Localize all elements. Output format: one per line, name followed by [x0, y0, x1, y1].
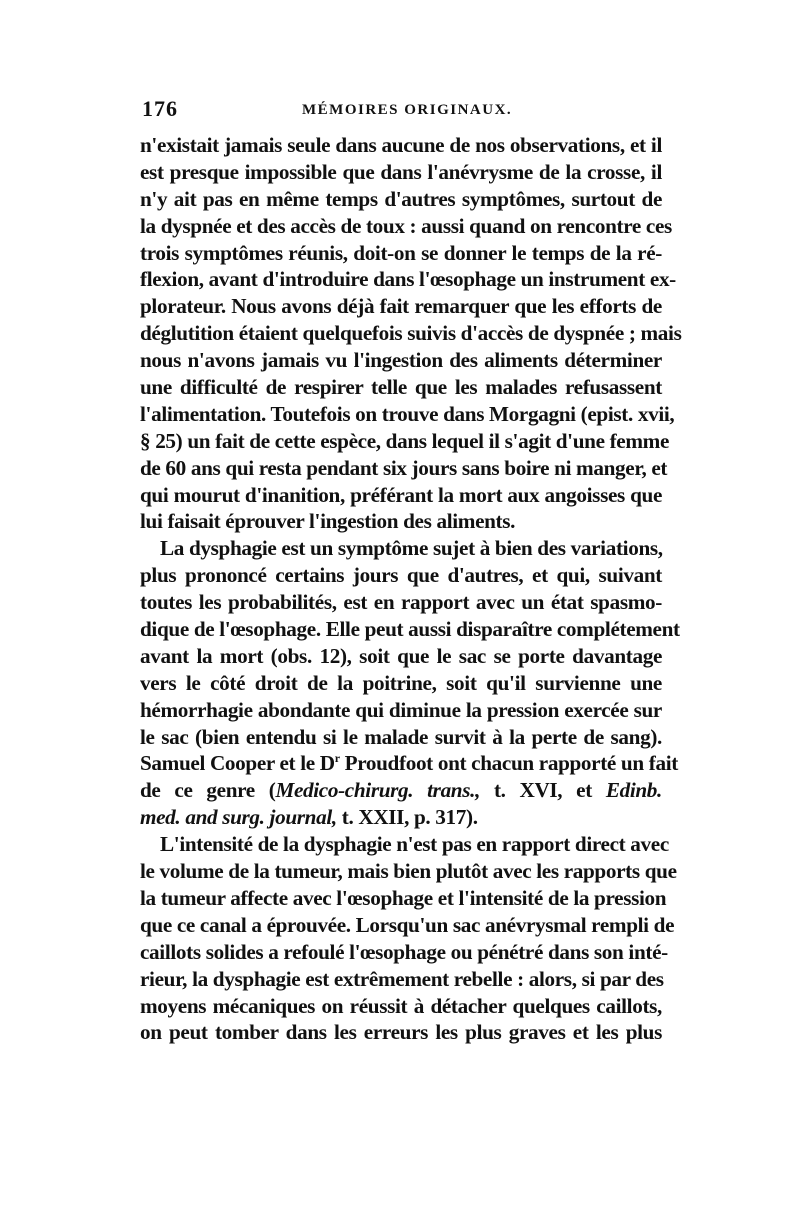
text-line: flexion, avant d'introduire dans l'œsophage un instrument ex- — [140, 267, 676, 292]
running-head — [142, 96, 660, 126]
text-line: trois symptômes réunis, doit-on se donner le temps de la ré- — [140, 240, 662, 265]
text-line: moyens mécaniques on réussit à détacher quelques caillots, — [140, 993, 662, 1018]
text-line: § 25) un fait de cette espèce, dans lequel il s'agit d'une femme — [140, 428, 670, 453]
text-line: on peut tomber dans les erreurs les plus graves et les plus — [140, 1020, 662, 1045]
italic-run: Edinb. — [605, 778, 662, 803]
text-line: lui faisait éprouver l'ingestion des aliments. — [140, 509, 516, 534]
text-run: Samuel Cooper et le D — [140, 751, 335, 776]
text-run: de ce genre ( — [140, 778, 276, 803]
text-line: la tumeur affecte avec l'œsophage et l'intensité de la pression — [140, 885, 667, 910]
text-line: avant la mort (obs. 12), soit que le sac se porte davantage — [140, 643, 662, 668]
text-line: plorateur. Nous avons déjà fait remarquer que les efforts de — [140, 294, 662, 319]
text-run: t. XVI, et — [480, 778, 606, 803]
text-line: La dysphagie est un symptôme sujet à bien des variations, — [160, 536, 663, 561]
text-line: que ce canal a éprouvée. Lorsqu'un sac anévrysmal rempli de — [140, 912, 675, 937]
superscript: r — [334, 751, 340, 766]
text-line: dique de l'œsophage. Elle peut aussi disparaître complétement — [140, 617, 680, 642]
running-title: MÉMOIRES ORIGINAUX. — [302, 102, 513, 118]
text-run: Proudfoot ont chacun rapporté un fait — [339, 751, 678, 776]
text-line: de 60 ans qui resta pendant six jours sans boire ni manger, et — [140, 455, 668, 480]
text-line: la dyspnée et des accès de toux : aussi quand on rencontre ces — [140, 213, 672, 238]
text-line: toutes les probabilités, est en rapport avec un état spasmo- — [140, 590, 662, 615]
text-line: n'y ait pas en même temps d'autres symptômes, surtout de — [140, 186, 662, 211]
text-line: caillots solides a refoulé l'œsophage ou pénétré dans son inté- — [140, 939, 668, 964]
text-line: L'intensité de la dysphagie n'est pas en rapport direct avec — [160, 832, 669, 857]
text-line-composite — [140, 804, 662, 831]
text-line: une difficulté de respirer telle que les malades refusassent — [140, 375, 662, 400]
text-line: l'alimentation. Toutefois on trouve dans Morgagni (epist. xvii, — [140, 401, 675, 426]
text-line: rieur, la dysphagie est extrêmement rebelle : alors, si par des — [140, 966, 664, 991]
text-line: nous n'avons jamais vu l'ingestion des aliments déterminer — [140, 348, 662, 373]
text-line: est presque impossible que dans l'anévrysme de la crosse, il — [140, 159, 662, 184]
text-line: vers le côté droit de la poitrine, soit qu'il survienne une — [140, 670, 662, 695]
text-line: déglutition étaient quelquefois suivis d'accès de dyspnée ; mais — [140, 321, 682, 346]
text-line: hémorrhagie abondante qui diminue la pression exercée sur — [140, 697, 662, 722]
text-line: plus prononcé certains jours que d'autres, et qui, suivant — [140, 563, 662, 588]
text-line-composite — [140, 750, 678, 777]
text-line: le sac (bien entendu si le malade survit à la perte de sang). — [140, 724, 662, 749]
text-line-composite — [140, 777, 662, 804]
text-run: t. XXII, p. 317). — [336, 805, 478, 830]
text-line: n'existait jamais seule dans aucune de nos observations, et il — [140, 133, 662, 157]
body-text — [140, 132, 682, 1046]
text-line: le volume de la tumeur, mais bien plutôt avec les rapports que — [140, 859, 677, 884]
text-line: qui mourut d'inanition, préférant la mort aux angoisses que — [140, 482, 662, 507]
italic-run: med. and surg. journal, — [140, 805, 337, 830]
page-number: 176 — [142, 96, 178, 121]
italic-run: Medico-chirurg. trans., — [275, 778, 481, 803]
